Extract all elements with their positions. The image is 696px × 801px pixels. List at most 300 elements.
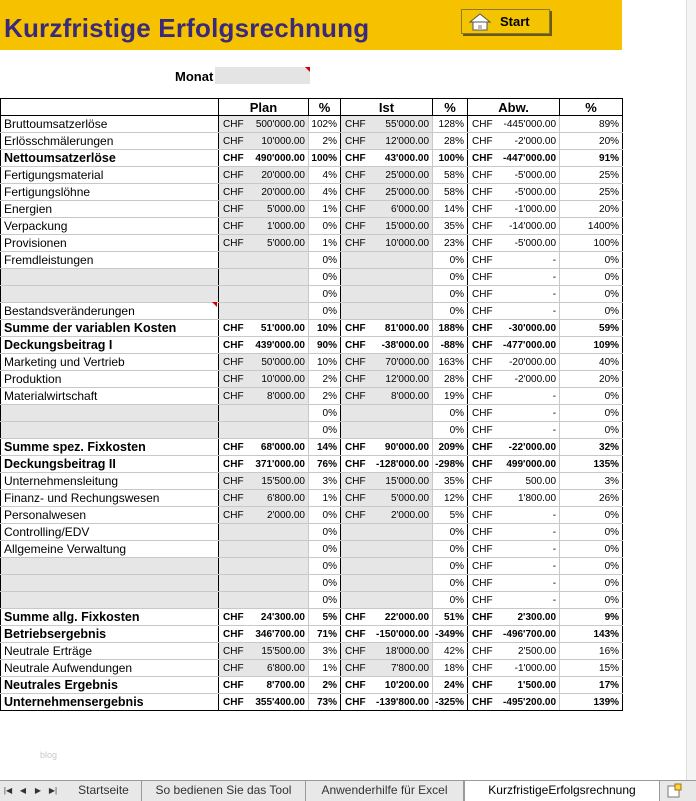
plan-value[interactable] bbox=[248, 422, 309, 439]
ist-percent: 35% bbox=[433, 218, 468, 235]
plan-percent: 0% bbox=[309, 558, 341, 575]
abw-value: - bbox=[497, 575, 560, 592]
ist-value[interactable] bbox=[370, 269, 433, 286]
row-label[interactable]: Verpackung bbox=[1, 218, 219, 235]
plan-value[interactable]: 10'000.00 bbox=[248, 371, 309, 388]
abw-value: - bbox=[497, 286, 560, 303]
table-row bbox=[1, 541, 623, 558]
plan-percent: 0% bbox=[309, 524, 341, 541]
ist-currency bbox=[341, 422, 370, 439]
abw-percent: 143% bbox=[560, 626, 623, 643]
abw-currency: CHF bbox=[468, 371, 497, 388]
table-row bbox=[1, 677, 623, 694]
abw-percent: 0% bbox=[560, 388, 623, 405]
watermark: blog bbox=[40, 750, 58, 760]
row-label[interactable] bbox=[1, 575, 219, 592]
abw-currency: CHF bbox=[468, 167, 497, 184]
plan-value[interactable] bbox=[248, 269, 309, 286]
row-label[interactable]: Provisionen bbox=[1, 235, 219, 252]
comment-indicator-bestand bbox=[212, 302, 217, 307]
plan-value[interactable] bbox=[248, 575, 309, 592]
plan-percent: 2% bbox=[309, 677, 341, 694]
row-label[interactable] bbox=[1, 592, 219, 609]
plan-currency bbox=[219, 422, 248, 439]
plan-currency: CHF bbox=[219, 371, 248, 388]
row-label[interactable] bbox=[1, 405, 219, 422]
plan-value[interactable]: 5'000.00 bbox=[248, 201, 309, 218]
row-label: Summe allg. Fixkosten bbox=[1, 609, 219, 626]
table-row bbox=[1, 456, 623, 473]
plan-value[interactable] bbox=[248, 541, 309, 558]
ist-percent: 188% bbox=[433, 320, 468, 337]
ist-percent: -325% bbox=[433, 694, 468, 711]
plan-currency bbox=[219, 575, 248, 592]
abw-value: 1'800.00 bbox=[497, 490, 560, 507]
ist-percent: 42% bbox=[433, 643, 468, 660]
ist-value[interactable]: 55'000.00 bbox=[370, 116, 433, 133]
abw-value: 499'000.00 bbox=[497, 456, 560, 473]
plan-percent: 1% bbox=[309, 490, 341, 507]
page-title: Kurzfristige Erfolgsrechnung bbox=[4, 13, 370, 43]
plan-percent: 0% bbox=[309, 286, 341, 303]
row-label[interactable]: Materialwirtschaft bbox=[1, 388, 219, 405]
plan-percent: 0% bbox=[309, 405, 341, 422]
ist-currency bbox=[341, 269, 370, 286]
ist-percent: 100% bbox=[433, 150, 468, 167]
plan-currency: CHF bbox=[219, 643, 248, 660]
plan-value[interactable] bbox=[248, 405, 309, 422]
row-label[interactable]: Fremdleistungen bbox=[1, 252, 219, 269]
row-label[interactable]: Fertigungsmaterial bbox=[1, 167, 219, 184]
abw-currency: CHF bbox=[468, 184, 497, 201]
ist-value[interactable]: 15'000.00 bbox=[370, 473, 433, 490]
plan-percent: 14% bbox=[309, 439, 341, 456]
table-row bbox=[1, 167, 623, 184]
plan-percent: 4% bbox=[309, 184, 341, 201]
header-abw-pct: % bbox=[560, 99, 623, 116]
abw-percent: 9% bbox=[560, 609, 623, 626]
first-sheet-icon[interactable]: |◀ bbox=[3, 786, 13, 795]
plan-percent: 102% bbox=[309, 116, 341, 133]
ist-value[interactable] bbox=[370, 303, 433, 320]
table-row bbox=[1, 473, 623, 490]
row-label[interactable]: Unternehmensleitung bbox=[1, 473, 219, 490]
ist-percent: 19% bbox=[433, 388, 468, 405]
plan-currency: CHF bbox=[219, 133, 248, 150]
ist-value[interactable]: 25'000.00 bbox=[370, 167, 433, 184]
plan-value[interactable]: 500'000.00 bbox=[248, 116, 309, 133]
row-label[interactable]: Finanz- und Rechungswesen bbox=[1, 490, 219, 507]
plan-currency: CHF bbox=[219, 456, 248, 473]
plan-currency: CHF bbox=[219, 167, 248, 184]
row-label[interactable] bbox=[1, 286, 219, 303]
plan-value: 371'000.00 bbox=[248, 456, 309, 473]
plan-percent: 0% bbox=[309, 422, 341, 439]
table-row bbox=[1, 252, 623, 269]
abw-value: -1'000.00 bbox=[497, 660, 560, 677]
ist-percent: 0% bbox=[433, 422, 468, 439]
abw-percent: 89% bbox=[560, 116, 623, 133]
ist-value: 81'000.00 bbox=[370, 320, 433, 337]
abw-currency: CHF bbox=[468, 405, 497, 422]
ist-value[interactable] bbox=[370, 405, 433, 422]
ist-value[interactable]: 15'000.00 bbox=[370, 218, 433, 235]
abw-currency: CHF bbox=[468, 541, 497, 558]
abw-currency: CHF bbox=[468, 286, 497, 303]
plan-currency: CHF bbox=[219, 320, 248, 337]
last-sheet-icon[interactable]: ▶| bbox=[48, 786, 58, 795]
abw-value: -20'000.00 bbox=[497, 354, 560, 371]
abw-value: -445'000.00 bbox=[497, 116, 560, 133]
table-row bbox=[1, 439, 623, 456]
ist-percent: 35% bbox=[433, 473, 468, 490]
plan-value[interactable]: 2'000.00 bbox=[248, 507, 309, 524]
abw-value: -22'000.00 bbox=[497, 439, 560, 456]
ist-currency bbox=[341, 541, 370, 558]
ist-percent: -88% bbox=[433, 337, 468, 354]
table-row bbox=[1, 371, 623, 388]
plan-percent: 1% bbox=[309, 235, 341, 252]
abw-percent: 3% bbox=[560, 473, 623, 490]
ist-value[interactable] bbox=[370, 575, 433, 592]
ist-currency: CHF bbox=[341, 354, 370, 371]
table-row bbox=[1, 660, 623, 677]
ist-percent: 0% bbox=[433, 252, 468, 269]
ist-value[interactable] bbox=[370, 592, 433, 609]
abw-percent: 15% bbox=[560, 660, 623, 677]
tab-so-bedienen[interactable]: So bedienen Sie das Tool bbox=[142, 781, 306, 801]
ist-value[interactable]: 70'000.00 bbox=[370, 354, 433, 371]
ist-value[interactable] bbox=[370, 558, 433, 575]
plan-currency bbox=[219, 405, 248, 422]
row-label[interactable]: Controlling/EDV bbox=[1, 524, 219, 541]
plan-value: 355'400.00 bbox=[248, 694, 309, 711]
ist-value: -150'000.00 bbox=[370, 626, 433, 643]
plan-value[interactable]: 5'000.00 bbox=[248, 235, 309, 252]
plan-percent: 0% bbox=[309, 507, 341, 524]
plan-value[interactable] bbox=[248, 558, 309, 575]
plan-value[interactable] bbox=[248, 592, 309, 609]
ist-value[interactable] bbox=[370, 422, 433, 439]
row-label[interactable] bbox=[1, 422, 219, 439]
plan-value[interactable] bbox=[248, 524, 309, 541]
plan-value[interactable]: 6'800.00 bbox=[248, 490, 309, 507]
abw-percent: 16% bbox=[560, 643, 623, 660]
plan-percent: 0% bbox=[309, 303, 341, 320]
ist-percent: 58% bbox=[433, 167, 468, 184]
plan-percent: 3% bbox=[309, 473, 341, 490]
ist-value[interactable]: 10'000.00 bbox=[370, 235, 433, 252]
tab-startseite[interactable]: Startseite bbox=[66, 781, 142, 801]
row-label[interactable]: Fertigungslöhne bbox=[1, 184, 219, 201]
abw-currency: CHF bbox=[468, 269, 497, 286]
table-row bbox=[1, 133, 623, 150]
abw-value: 2'300.00 bbox=[497, 609, 560, 626]
plan-value[interactable]: 15'500.00 bbox=[248, 473, 309, 490]
plan-value[interactable] bbox=[248, 303, 309, 320]
ist-percent: 14% bbox=[433, 201, 468, 218]
row-label[interactable]: Personalwesen bbox=[1, 507, 219, 524]
abw-percent: 100% bbox=[560, 235, 623, 252]
table-row bbox=[1, 507, 623, 524]
ist-value: -139'800.00 bbox=[370, 694, 433, 711]
ist-percent: 24% bbox=[433, 677, 468, 694]
plan-percent: 0% bbox=[309, 592, 341, 609]
ist-value[interactable]: 25'000.00 bbox=[370, 184, 433, 201]
ist-currency: CHF bbox=[341, 167, 370, 184]
header-row bbox=[1, 99, 623, 116]
table-row bbox=[1, 694, 623, 711]
ist-currency: CHF bbox=[341, 388, 370, 405]
plan-percent: 0% bbox=[309, 541, 341, 558]
abw-percent: 20% bbox=[560, 201, 623, 218]
ist-value[interactable] bbox=[370, 541, 433, 558]
plan-percent: 2% bbox=[309, 371, 341, 388]
row-label[interactable] bbox=[1, 558, 219, 575]
ist-value[interactable] bbox=[370, 524, 433, 541]
ist-currency: CHF bbox=[341, 660, 370, 677]
title-banner bbox=[0, 0, 622, 50]
abw-percent: 0% bbox=[560, 405, 623, 422]
ist-currency: CHF bbox=[341, 473, 370, 490]
abw-currency: CHF bbox=[468, 507, 497, 524]
table-row bbox=[1, 388, 623, 405]
abw-value: - bbox=[497, 541, 560, 558]
ist-percent: 0% bbox=[433, 592, 468, 609]
ist-currency: CHF bbox=[341, 371, 370, 388]
ist-currency: CHF bbox=[341, 490, 370, 507]
ist-currency: CHF bbox=[341, 626, 370, 643]
ist-percent: -349% bbox=[433, 626, 468, 643]
row-label[interactable]: Allgemeine Verwaltung bbox=[1, 541, 219, 558]
table-row bbox=[1, 558, 623, 575]
ist-percent: 28% bbox=[433, 133, 468, 150]
abw-currency: CHF bbox=[468, 388, 497, 405]
header-plan-pct: % bbox=[309, 99, 341, 116]
row-label[interactable]: Neutrale Aufwendungen bbox=[1, 660, 219, 677]
abw-percent: 0% bbox=[560, 575, 623, 592]
abw-currency: CHF bbox=[468, 643, 497, 660]
plan-currency: CHF bbox=[219, 337, 248, 354]
plan-percent: 2% bbox=[309, 133, 341, 150]
ist-currency: CHF bbox=[341, 184, 370, 201]
ist-value: 10'200.00 bbox=[370, 677, 433, 694]
start-button[interactable] bbox=[461, 9, 550, 34]
ist-value[interactable]: 7'800.00 bbox=[370, 660, 433, 677]
abw-value: 1'500.00 bbox=[497, 677, 560, 694]
abw-value: 500.00 bbox=[497, 473, 560, 490]
abw-currency: CHF bbox=[468, 490, 497, 507]
abw-value: -495'200.00 bbox=[497, 694, 560, 711]
abw-value: -30'000.00 bbox=[497, 320, 560, 337]
abw-currency: CHF bbox=[468, 473, 497, 490]
ist-value: 90'000.00 bbox=[370, 439, 433, 456]
plan-currency bbox=[219, 592, 248, 609]
ist-value[interactable]: 12'000.00 bbox=[370, 371, 433, 388]
abw-percent: 0% bbox=[560, 507, 623, 524]
ist-percent: 163% bbox=[433, 354, 468, 371]
prev-sheet-icon[interactable]: ◀ bbox=[19, 786, 27, 795]
plan-value[interactable]: 8'000.00 bbox=[248, 388, 309, 405]
abw-value: -1'000.00 bbox=[497, 201, 560, 218]
plan-value[interactable]: 20'000.00 bbox=[248, 184, 309, 201]
ist-currency bbox=[341, 405, 370, 422]
plan-percent: 4% bbox=[309, 167, 341, 184]
row-label[interactable]: Energien bbox=[1, 201, 219, 218]
row-label[interactable] bbox=[1, 269, 219, 286]
next-sheet-icon[interactable]: ▶ bbox=[34, 786, 42, 795]
row-label: Summe der variablen Kosten bbox=[1, 320, 219, 337]
abw-currency: CHF bbox=[468, 660, 497, 677]
ist-percent: 18% bbox=[433, 660, 468, 677]
abw-value: - bbox=[497, 422, 560, 439]
ist-percent: 0% bbox=[433, 303, 468, 320]
ist-value[interactable]: 6'000.00 bbox=[370, 201, 433, 218]
plan-currency: CHF bbox=[219, 490, 248, 507]
table-row bbox=[1, 286, 623, 303]
plan-currency: CHF bbox=[219, 116, 248, 133]
ist-value: -128'000.00 bbox=[370, 456, 433, 473]
comment-indicator bbox=[305, 67, 310, 72]
row-label[interactable]: Produktion bbox=[1, 371, 219, 388]
ist-percent: 0% bbox=[433, 524, 468, 541]
new-sheet-icon[interactable] bbox=[666, 783, 682, 799]
plan-currency bbox=[219, 303, 248, 320]
table-row bbox=[1, 201, 623, 218]
ist-value[interactable]: 5'000.00 bbox=[370, 490, 433, 507]
table-row bbox=[1, 405, 623, 422]
ist-value[interactable] bbox=[370, 286, 433, 303]
plan-percent: 0% bbox=[309, 252, 341, 269]
plan-currency: CHF bbox=[219, 626, 248, 643]
abw-value: -477'000.00 bbox=[497, 337, 560, 354]
monat-input[interactable] bbox=[215, 67, 310, 84]
start-button-label: Start bbox=[500, 14, 530, 29]
abw-currency: CHF bbox=[468, 116, 497, 133]
abw-currency: CHF bbox=[468, 575, 497, 592]
ist-value: 22'000.00 bbox=[370, 609, 433, 626]
plan-value[interactable]: 10'000.00 bbox=[248, 133, 309, 150]
ist-currency bbox=[341, 558, 370, 575]
vertical-scrollbar[interactable] bbox=[686, 0, 696, 780]
abw-value: - bbox=[497, 269, 560, 286]
table-row bbox=[1, 422, 623, 439]
row-label: Deckungsbeitrag I bbox=[1, 337, 219, 354]
tab-kurzfristige-erfolgsrechnung[interactable]: KurzfristigeErfolgsrechnung bbox=[464, 781, 660, 801]
plan-value[interactable]: 20'000.00 bbox=[248, 167, 309, 184]
header-empty bbox=[1, 99, 219, 116]
ist-value[interactable]: 12'000.00 bbox=[370, 133, 433, 150]
table-row bbox=[1, 524, 623, 541]
plan-currency: CHF bbox=[219, 184, 248, 201]
plan-value: 8'700.00 bbox=[248, 677, 309, 694]
abw-value: - bbox=[497, 303, 560, 320]
table-row bbox=[1, 218, 623, 235]
ist-value[interactable]: 8'000.00 bbox=[370, 388, 433, 405]
plan-value: 51'000.00 bbox=[248, 320, 309, 337]
header-abw: Abw. bbox=[468, 99, 560, 116]
abw-currency: CHF bbox=[468, 558, 497, 575]
abw-value: -2'000.00 bbox=[497, 133, 560, 150]
abw-currency: CHF bbox=[468, 694, 497, 711]
row-label[interactable]: Neutrale Erträge bbox=[1, 643, 219, 660]
ist-currency: CHF bbox=[341, 116, 370, 133]
ist-percent: 58% bbox=[433, 184, 468, 201]
row-label: Nettoumsatzerlöse bbox=[1, 150, 219, 167]
ist-currency: CHF bbox=[341, 133, 370, 150]
abw-currency: CHF bbox=[468, 150, 497, 167]
plan-currency: CHF bbox=[219, 609, 248, 626]
row-label[interactable]: Marketing und Vertrieb bbox=[1, 354, 219, 371]
ist-currency: CHF bbox=[341, 235, 370, 252]
plan-value[interactable] bbox=[248, 286, 309, 303]
abw-percent: 91% bbox=[560, 150, 623, 167]
abw-percent: 0% bbox=[560, 303, 623, 320]
abw-percent: 0% bbox=[560, 286, 623, 303]
plan-value[interactable]: 6'800.00 bbox=[248, 660, 309, 677]
abw-percent: 0% bbox=[560, 252, 623, 269]
row-label: Deckungsbeitrag II bbox=[1, 456, 219, 473]
ist-currency bbox=[341, 303, 370, 320]
abw-value: -14'000.00 bbox=[497, 218, 560, 235]
abw-currency: CHF bbox=[468, 218, 497, 235]
plan-currency: CHF bbox=[219, 354, 248, 371]
abw-value: 2'500.00 bbox=[497, 643, 560, 660]
plan-value[interactable]: 1'000.00 bbox=[248, 218, 309, 235]
plan-percent: 0% bbox=[309, 218, 341, 235]
ist-percent: 0% bbox=[433, 575, 468, 592]
plan-value[interactable] bbox=[248, 252, 309, 269]
plan-percent: 73% bbox=[309, 694, 341, 711]
ist-value[interactable]: 2'000.00 bbox=[370, 507, 433, 524]
table-row bbox=[1, 184, 623, 201]
header-ist-pct: % bbox=[433, 99, 468, 116]
abw-percent: 0% bbox=[560, 524, 623, 541]
plan-currency: CHF bbox=[219, 660, 248, 677]
ist-currency bbox=[341, 524, 370, 541]
abw-percent: 40% bbox=[560, 354, 623, 371]
ist-value[interactable] bbox=[370, 252, 433, 269]
table-row bbox=[1, 609, 623, 626]
plan-value[interactable]: 15'500.00 bbox=[248, 643, 309, 660]
plan-currency bbox=[219, 524, 248, 541]
plan-percent: 0% bbox=[309, 575, 341, 592]
abw-currency: CHF bbox=[468, 354, 497, 371]
row-label[interactable]: Erlösschmälerungen bbox=[1, 133, 219, 150]
abw-value: - bbox=[497, 592, 560, 609]
abw-percent: 0% bbox=[560, 269, 623, 286]
ist-percent: 209% bbox=[433, 439, 468, 456]
ist-value[interactable]: 18'000.00 bbox=[370, 643, 433, 660]
abw-currency: CHF bbox=[468, 439, 497, 456]
table-row bbox=[1, 116, 623, 133]
row-label: Unternehmensergebnis bbox=[1, 694, 219, 711]
abw-percent: 17% bbox=[560, 677, 623, 694]
plan-currency bbox=[219, 541, 248, 558]
abw-percent: 109% bbox=[560, 337, 623, 354]
abw-percent: 0% bbox=[560, 541, 623, 558]
table-row bbox=[1, 354, 623, 371]
row-label: Summe spez. Fixkosten bbox=[1, 439, 219, 456]
abw-value: - bbox=[497, 558, 560, 575]
table-row bbox=[1, 490, 623, 507]
ist-currency: CHF bbox=[341, 337, 370, 354]
row-label[interactable]: Bestandsveränderungen bbox=[1, 303, 219, 320]
tab-anwenderhilfe[interactable]: Anwenderhilfe für Excel bbox=[306, 781, 464, 801]
row-label[interactable]: Bruttoumsatzerlöse bbox=[1, 116, 219, 133]
abw-value: - bbox=[497, 507, 560, 524]
plan-value[interactable]: 50'000.00 bbox=[248, 354, 309, 371]
